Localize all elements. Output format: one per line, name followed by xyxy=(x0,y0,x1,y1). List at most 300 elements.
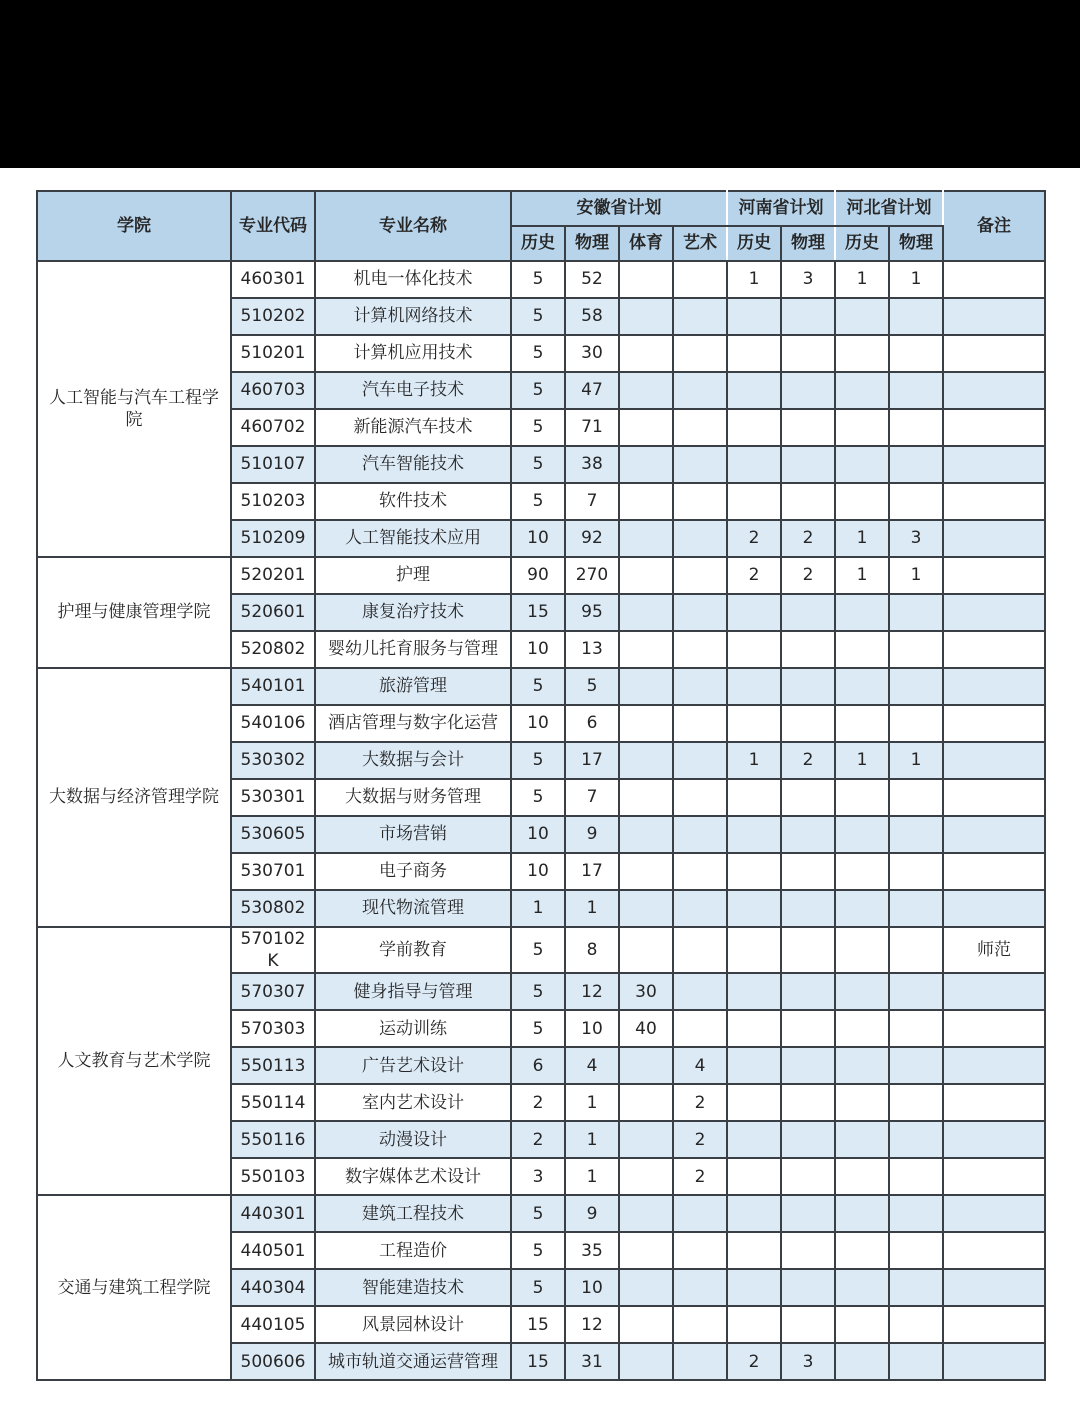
plan-value-cell xyxy=(889,335,943,372)
remark-cell xyxy=(943,668,1045,705)
plan-value-cell: 10 xyxy=(565,1010,619,1047)
plan-value-cell xyxy=(727,705,781,742)
plan-value-cell: 92 xyxy=(565,520,619,557)
header-anhui-history: 历史 xyxy=(511,226,565,261)
plan-value-cell xyxy=(727,973,781,1010)
plan-value-cell xyxy=(673,409,727,446)
plan-value-cell xyxy=(781,1047,835,1084)
plan-value-cell xyxy=(619,261,673,298)
plan-value-cell: 35 xyxy=(565,1232,619,1269)
plan-value-cell xyxy=(673,1195,727,1232)
plan-value-cell: 15 xyxy=(511,594,565,631)
plan-value-cell: 5 xyxy=(511,261,565,298)
plan-value-cell xyxy=(619,335,673,372)
plan-value-cell: 1 xyxy=(835,520,889,557)
remark-cell xyxy=(943,261,1045,298)
header-anhui-plan: 安徽省计划 xyxy=(511,191,727,226)
major-code-cell: 530302 xyxy=(231,742,315,779)
major-name-cell: 机电一体化技术 xyxy=(315,261,511,298)
major-name-cell: 广告艺术设计 xyxy=(315,1047,511,1084)
plan-value-cell: 71 xyxy=(565,409,619,446)
header-anhui-pe: 体育 xyxy=(619,226,673,261)
college-cell: 人工智能与汽车工程学院 xyxy=(37,261,231,557)
plan-value-cell xyxy=(781,890,835,927)
plan-value-cell: 5 xyxy=(511,1195,565,1232)
plan-value-cell xyxy=(835,668,889,705)
plan-value-cell xyxy=(889,594,943,631)
major-name-cell: 智能建造技术 xyxy=(315,1269,511,1306)
plan-value-cell xyxy=(727,779,781,816)
major-name-cell: 大数据与财务管理 xyxy=(315,779,511,816)
major-name-cell: 学前教育 xyxy=(315,927,511,973)
major-name-cell: 市场营销 xyxy=(315,816,511,853)
plan-value-cell: 5 xyxy=(511,742,565,779)
plan-value-cell xyxy=(781,779,835,816)
major-code-cell: 510202 xyxy=(231,298,315,335)
table-header xyxy=(37,191,1045,261)
plan-value-cell xyxy=(619,1269,673,1306)
remark-cell xyxy=(943,890,1045,927)
plan-value-cell xyxy=(619,631,673,668)
remark-cell: 师范 xyxy=(943,927,1045,973)
major-name-cell: 数字媒体艺术设计 xyxy=(315,1158,511,1195)
plan-value-cell: 5 xyxy=(511,483,565,520)
plan-value-cell xyxy=(673,705,727,742)
plan-value-cell: 1 xyxy=(727,742,781,779)
plan-value-cell: 3 xyxy=(889,520,943,557)
plan-value-cell xyxy=(835,335,889,372)
plan-value-cell xyxy=(781,298,835,335)
plan-value-cell xyxy=(727,483,781,520)
remark-cell xyxy=(943,853,1045,890)
plan-value-cell xyxy=(889,1084,943,1121)
plan-value-cell xyxy=(889,705,943,742)
plan-value-cell xyxy=(673,1010,727,1047)
plan-value-cell xyxy=(619,742,673,779)
plan-value-cell xyxy=(619,409,673,446)
plan-value-cell xyxy=(835,927,889,973)
plan-value-cell xyxy=(673,557,727,594)
plan-value-cell xyxy=(889,890,943,927)
plan-value-cell xyxy=(889,1010,943,1047)
plan-value-cell: 38 xyxy=(565,446,619,483)
plan-value-cell: 58 xyxy=(565,298,619,335)
major-name-cell: 室内艺术设计 xyxy=(315,1084,511,1121)
table-row xyxy=(37,1195,1045,1232)
plan-value-cell xyxy=(889,816,943,853)
major-code-cell: 570102K xyxy=(231,927,315,973)
plan-value-cell xyxy=(889,446,943,483)
plan-value-cell xyxy=(835,594,889,631)
enrollment-plan-table xyxy=(36,190,1046,1381)
plan-value-cell: 10 xyxy=(511,520,565,557)
major-code-cell: 520802 xyxy=(231,631,315,668)
plan-value-cell: 1 xyxy=(889,742,943,779)
plan-value-cell xyxy=(889,631,943,668)
plan-value-cell: 7 xyxy=(565,483,619,520)
remark-cell xyxy=(943,1121,1045,1158)
header-henan-history: 历史 xyxy=(727,226,781,261)
plan-value-cell: 5 xyxy=(511,1010,565,1047)
plan-value-cell xyxy=(727,816,781,853)
major-code-cell: 510209 xyxy=(231,520,315,557)
plan-value-cell xyxy=(673,1343,727,1380)
header-hebei-history: 历史 xyxy=(835,226,889,261)
plan-value-cell xyxy=(619,1195,673,1232)
plan-value-cell xyxy=(673,816,727,853)
plan-value-cell: 2 xyxy=(511,1084,565,1121)
remark-cell xyxy=(943,631,1045,668)
plan-value-cell: 95 xyxy=(565,594,619,631)
plan-value-cell: 5 xyxy=(511,1269,565,1306)
plan-value-cell xyxy=(781,668,835,705)
remark-cell xyxy=(943,372,1045,409)
remark-cell xyxy=(943,1306,1045,1343)
table-row xyxy=(37,557,1045,594)
plan-value-cell: 1 xyxy=(835,261,889,298)
major-code-cell: 540101 xyxy=(231,668,315,705)
major-name-cell: 新能源汽车技术 xyxy=(315,409,511,446)
plan-value-cell xyxy=(727,1084,781,1121)
major-name-cell: 人工智能技术应用 xyxy=(315,520,511,557)
plan-value-cell: 1 xyxy=(727,261,781,298)
plan-value-cell xyxy=(781,1158,835,1195)
major-code-cell: 570303 xyxy=(231,1010,315,1047)
major-name-cell: 护理 xyxy=(315,557,511,594)
plan-value-cell: 5 xyxy=(511,1232,565,1269)
table-row xyxy=(37,927,1045,973)
plan-value-cell xyxy=(619,816,673,853)
plan-value-cell xyxy=(889,668,943,705)
major-code-cell: 510107 xyxy=(231,446,315,483)
top-black-bar xyxy=(0,0,1080,168)
plan-value-cell xyxy=(619,1158,673,1195)
remark-cell xyxy=(943,816,1045,853)
plan-value-cell xyxy=(889,1306,943,1343)
plan-value-cell xyxy=(727,594,781,631)
plan-value-cell: 9 xyxy=(565,1195,619,1232)
plan-value-cell: 5 xyxy=(511,335,565,372)
plan-value-cell xyxy=(835,1269,889,1306)
plan-value-cell xyxy=(889,1158,943,1195)
plan-value-cell xyxy=(781,446,835,483)
remark-cell xyxy=(943,594,1045,631)
plan-value-cell: 7 xyxy=(565,779,619,816)
plan-value-cell: 31 xyxy=(565,1343,619,1380)
plan-value-cell xyxy=(781,631,835,668)
plan-value-cell xyxy=(619,779,673,816)
plan-value-cell: 2 xyxy=(727,1343,781,1380)
plan-value-cell xyxy=(835,1158,889,1195)
plan-value-cell xyxy=(835,372,889,409)
plan-value-cell: 1 xyxy=(835,742,889,779)
plan-value-cell xyxy=(727,1121,781,1158)
plan-value-cell xyxy=(727,853,781,890)
major-name-cell: 工程造价 xyxy=(315,1232,511,1269)
college-cell: 大数据与经济管理学院 xyxy=(37,668,231,927)
plan-value-cell: 2 xyxy=(781,742,835,779)
plan-value-cell xyxy=(835,816,889,853)
plan-value-cell xyxy=(889,409,943,446)
plan-value-cell: 2 xyxy=(781,520,835,557)
plan-value-cell xyxy=(835,631,889,668)
plan-value-cell xyxy=(673,631,727,668)
plan-value-cell xyxy=(835,483,889,520)
plan-value-cell: 13 xyxy=(565,631,619,668)
remark-cell xyxy=(943,483,1045,520)
plan-value-cell xyxy=(889,298,943,335)
plan-value-cell xyxy=(835,1343,889,1380)
plan-value-cell xyxy=(727,890,781,927)
plan-value-cell: 1 xyxy=(565,1121,619,1158)
plan-value-cell xyxy=(781,1121,835,1158)
plan-value-cell: 6 xyxy=(565,705,619,742)
remark-cell xyxy=(943,1010,1045,1047)
plan-value-cell: 52 xyxy=(565,261,619,298)
plan-value-cell: 5 xyxy=(511,409,565,446)
plan-value-cell: 5 xyxy=(511,372,565,409)
plan-value-cell xyxy=(619,1121,673,1158)
remark-cell xyxy=(943,520,1045,557)
plan-value-cell xyxy=(673,1269,727,1306)
plan-value-cell xyxy=(619,668,673,705)
plan-value-cell xyxy=(889,1195,943,1232)
major-name-cell: 酒店管理与数字化运营 xyxy=(315,705,511,742)
plan-value-cell xyxy=(781,1084,835,1121)
plan-value-cell: 1 xyxy=(565,1158,619,1195)
plan-value-cell xyxy=(889,1232,943,1269)
plan-value-cell: 1 xyxy=(565,1084,619,1121)
remark-cell xyxy=(943,742,1045,779)
plan-value-cell xyxy=(727,335,781,372)
header-henan-physics: 物理 xyxy=(781,226,835,261)
plan-value-cell xyxy=(781,853,835,890)
remark-cell xyxy=(943,1232,1045,1269)
plan-value-cell: 90 xyxy=(511,557,565,594)
plan-value-cell xyxy=(781,1010,835,1047)
plan-value-cell xyxy=(673,594,727,631)
major-name-cell: 软件技术 xyxy=(315,483,511,520)
major-name-cell: 康复治疗技术 xyxy=(315,594,511,631)
plan-value-cell xyxy=(727,298,781,335)
plan-value-cell xyxy=(781,1306,835,1343)
major-code-cell: 510203 xyxy=(231,483,315,520)
plan-value-cell: 5 xyxy=(511,446,565,483)
table-body xyxy=(37,261,1045,1380)
plan-value-cell: 12 xyxy=(565,1306,619,1343)
plan-value-cell xyxy=(619,1306,673,1343)
plan-value-cell xyxy=(835,1306,889,1343)
plan-value-cell: 5 xyxy=(511,927,565,973)
major-code-cell: 530605 xyxy=(231,816,315,853)
remark-cell xyxy=(943,298,1045,335)
plan-value-cell xyxy=(835,1084,889,1121)
plan-value-cell: 30 xyxy=(565,335,619,372)
plan-value-cell xyxy=(781,335,835,372)
plan-value-cell: 10 xyxy=(511,631,565,668)
header-remark: 备注 xyxy=(943,191,1045,261)
remark-cell xyxy=(943,335,1045,372)
plan-value-cell xyxy=(781,973,835,1010)
major-code-cell: 570307 xyxy=(231,973,315,1010)
major-name-cell: 计算机应用技术 xyxy=(315,335,511,372)
plan-value-cell xyxy=(781,1269,835,1306)
major-name-cell: 城市轨道交通运营管理 xyxy=(315,1343,511,1380)
remark-cell xyxy=(943,1195,1045,1232)
table-row xyxy=(37,668,1045,705)
major-name-cell: 汽车电子技术 xyxy=(315,372,511,409)
plan-value-cell xyxy=(835,890,889,927)
plan-value-cell: 2 xyxy=(673,1158,727,1195)
plan-value-cell xyxy=(619,372,673,409)
plan-value-cell xyxy=(889,483,943,520)
plan-value-cell: 270 xyxy=(565,557,619,594)
plan-value-cell: 8 xyxy=(565,927,619,973)
plan-value-cell xyxy=(835,1121,889,1158)
plan-value-cell xyxy=(673,298,727,335)
plan-value-cell xyxy=(889,1269,943,1306)
plan-value-cell: 2 xyxy=(727,520,781,557)
plan-value-cell: 30 xyxy=(619,973,673,1010)
plan-value-cell xyxy=(835,446,889,483)
major-code-cell: 530701 xyxy=(231,853,315,890)
header-henan-plan: 河南省计划 xyxy=(727,191,835,226)
plan-value-cell xyxy=(727,668,781,705)
major-code-cell: 550113 xyxy=(231,1047,315,1084)
plan-value-cell xyxy=(673,927,727,973)
major-name-cell: 风景园林设计 xyxy=(315,1306,511,1343)
plan-value-cell xyxy=(727,1306,781,1343)
major-name-cell: 健身指导与管理 xyxy=(315,973,511,1010)
major-name-cell: 旅游管理 xyxy=(315,668,511,705)
major-code-cell: 520601 xyxy=(231,594,315,631)
plan-value-cell xyxy=(619,1084,673,1121)
plan-value-cell xyxy=(727,1047,781,1084)
college-cell: 护理与健康管理学院 xyxy=(37,557,231,668)
remark-cell xyxy=(943,1047,1045,1084)
major-name-cell: 大数据与会计 xyxy=(315,742,511,779)
remark-cell xyxy=(943,1084,1045,1121)
plan-value-cell xyxy=(673,779,727,816)
plan-value-cell xyxy=(619,483,673,520)
header-major-name: 专业名称 xyxy=(315,191,511,261)
plan-value-cell xyxy=(781,816,835,853)
plan-value-cell: 40 xyxy=(619,1010,673,1047)
plan-value-cell xyxy=(781,705,835,742)
plan-value-cell xyxy=(619,594,673,631)
plan-value-cell xyxy=(619,446,673,483)
plan-value-cell: 1 xyxy=(565,890,619,927)
plan-value-cell xyxy=(673,335,727,372)
plan-value-cell xyxy=(835,409,889,446)
plan-value-cell: 3 xyxy=(781,1343,835,1380)
plan-value-cell xyxy=(889,1121,943,1158)
plan-value-cell xyxy=(889,1343,943,1380)
major-name-cell: 汽车智能技术 xyxy=(315,446,511,483)
major-name-cell: 电子商务 xyxy=(315,853,511,890)
plan-value-cell xyxy=(781,594,835,631)
plan-value-cell xyxy=(889,372,943,409)
plan-value-cell xyxy=(835,779,889,816)
plan-value-cell xyxy=(727,1269,781,1306)
plan-value-cell xyxy=(673,520,727,557)
plan-value-cell: 1 xyxy=(889,261,943,298)
major-code-cell: 550116 xyxy=(231,1121,315,1158)
plan-value-cell: 10 xyxy=(511,705,565,742)
major-code-cell: 440301 xyxy=(231,1195,315,1232)
major-name-cell: 运动训练 xyxy=(315,1010,511,1047)
plan-value-cell xyxy=(835,853,889,890)
plan-value-cell xyxy=(835,1232,889,1269)
header-hebei-physics: 物理 xyxy=(889,226,943,261)
plan-value-cell xyxy=(673,973,727,1010)
major-name-cell: 现代物流管理 xyxy=(315,890,511,927)
plan-value-cell: 9 xyxy=(565,816,619,853)
plan-value-cell: 1 xyxy=(835,557,889,594)
header-anhui-physics: 物理 xyxy=(565,226,619,261)
plan-value-cell xyxy=(835,705,889,742)
plan-value-cell xyxy=(835,1195,889,1232)
remark-cell xyxy=(943,1269,1045,1306)
header-row-groups xyxy=(37,191,1045,226)
major-name-cell: 计算机网络技术 xyxy=(315,298,511,335)
plan-value-cell xyxy=(673,890,727,927)
plan-value-cell: 15 xyxy=(511,1306,565,1343)
remark-cell xyxy=(943,705,1045,742)
plan-value-cell xyxy=(673,668,727,705)
plan-value-cell xyxy=(673,1306,727,1343)
major-code-cell: 530802 xyxy=(231,890,315,927)
plan-value-cell xyxy=(889,927,943,973)
plan-value-cell: 10 xyxy=(565,1269,619,1306)
plan-value-cell: 15 xyxy=(511,1343,565,1380)
remark-cell xyxy=(943,1158,1045,1195)
header-anhui-arts: 艺术 xyxy=(673,226,727,261)
plan-value-cell: 5 xyxy=(511,298,565,335)
plan-value-cell: 5 xyxy=(565,668,619,705)
plan-value-cell: 2 xyxy=(511,1121,565,1158)
plan-value-cell: 10 xyxy=(511,853,565,890)
plan-value-cell xyxy=(619,1232,673,1269)
remark-cell xyxy=(943,446,1045,483)
plan-value-cell xyxy=(619,1047,673,1084)
major-code-cell: 460702 xyxy=(231,409,315,446)
plan-value-cell xyxy=(619,853,673,890)
remark-cell xyxy=(943,779,1045,816)
plan-value-cell xyxy=(727,1010,781,1047)
plan-value-cell: 4 xyxy=(673,1047,727,1084)
plan-value-cell: 6 xyxy=(511,1047,565,1084)
remark-cell xyxy=(943,973,1045,1010)
major-code-cell: 440304 xyxy=(231,1269,315,1306)
plan-value-cell xyxy=(673,853,727,890)
plan-value-cell xyxy=(619,557,673,594)
plan-value-cell: 17 xyxy=(565,853,619,890)
plan-value-cell xyxy=(781,927,835,973)
plan-value-cell: 5 xyxy=(511,668,565,705)
remark-cell xyxy=(943,1343,1045,1380)
major-code-cell: 550114 xyxy=(231,1084,315,1121)
major-name-cell: 婴幼儿托育服务与管理 xyxy=(315,631,511,668)
major-code-cell: 520201 xyxy=(231,557,315,594)
plan-value-cell: 2 xyxy=(673,1121,727,1158)
plan-value-cell xyxy=(619,298,673,335)
college-cell: 交通与建筑工程学院 xyxy=(37,1195,231,1380)
major-code-cell: 440105 xyxy=(231,1306,315,1343)
plan-value-cell: 17 xyxy=(565,742,619,779)
plan-value-cell: 1 xyxy=(511,890,565,927)
plan-value-cell xyxy=(835,298,889,335)
